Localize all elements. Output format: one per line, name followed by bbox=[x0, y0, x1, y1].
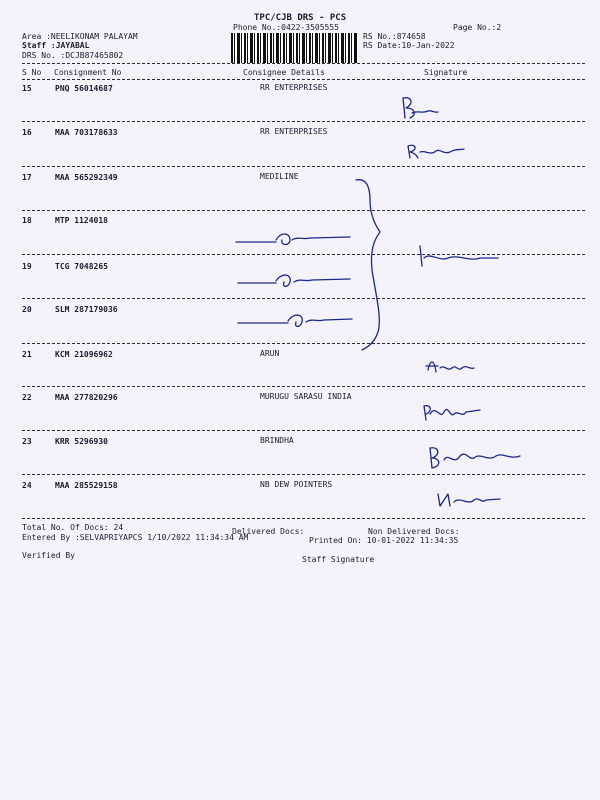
staff-label: Staff :JAYABAL bbox=[22, 41, 90, 50]
row-consignment: MAA 285529158 bbox=[55, 481, 118, 490]
verified-by: Verified By bbox=[22, 551, 75, 560]
row-consignee: MURUGU SARASU INDIA bbox=[260, 392, 352, 401]
row-consignee: RR ENTERPRISES bbox=[260, 83, 328, 92]
row-consignee: RR ENTERPRISES bbox=[260, 127, 328, 136]
row-consignment: PNQ 56014687 bbox=[55, 84, 113, 93]
row-consignment: MAA 277820296 bbox=[55, 393, 118, 402]
row-consignee: NB DEW POINTERS bbox=[260, 480, 333, 489]
row-sno: 17 bbox=[22, 173, 32, 182]
row-consignee: ARUN bbox=[260, 349, 280, 358]
row-consignment: MAA 703178633 bbox=[55, 128, 118, 137]
delivered-docs: Delivered Docs: bbox=[232, 527, 305, 536]
row-consignment: KRR 5296930 bbox=[55, 437, 108, 446]
row-consignee: BRINDHA bbox=[260, 436, 294, 445]
row-sno: 16 bbox=[22, 128, 32, 137]
area-label: Area :NEELIKONAM PALAYAM bbox=[22, 32, 138, 41]
total-docs: Total No. Of Docs: 24 bbox=[22, 523, 124, 532]
row-consignment: MAA 565292349 bbox=[55, 173, 118, 182]
drs-number: DRS No. :DCJB87465802 bbox=[22, 51, 124, 60]
row-sno: 18 bbox=[22, 216, 32, 225]
row-sno: 24 bbox=[22, 481, 32, 490]
staff-signature: Staff Signature bbox=[302, 555, 375, 564]
row-consignee: MEDILINE bbox=[260, 172, 299, 181]
column-header-sno: S No bbox=[22, 68, 42, 77]
page-number: Page No.:2 bbox=[453, 23, 502, 32]
entered-by: Entered By :SELVAPRIYAPCS 1/10/2022 11:34:34 AM bbox=[22, 533, 249, 542]
row-sno: 15 bbox=[22, 84, 32, 93]
row-sno: 19 bbox=[22, 262, 32, 271]
row-sno: 21 bbox=[22, 350, 32, 359]
column-header-consignee: Consignee Details bbox=[243, 68, 325, 77]
printed-on: Printed On: 10-01-2022 11:34:35 bbox=[309, 536, 459, 545]
phone-number: Phone No.:0422-3505555 bbox=[233, 23, 339, 32]
row-sno: 22 bbox=[22, 393, 32, 402]
row-consignment: MTP 1124018 bbox=[55, 216, 108, 225]
row-sno: 23 bbox=[22, 437, 32, 446]
document-title: TPC/CJB DRS - PCS bbox=[254, 13, 347, 23]
rs-number: RS No.:874658 bbox=[363, 32, 426, 41]
row-consignment: TCG 7048265 bbox=[55, 262, 108, 271]
row-consignment: KCM 21096962 bbox=[55, 350, 113, 359]
rs-date: RS Date:10-Jan-2022 bbox=[363, 41, 455, 50]
non-delivered-docs: Non Delivered Docs: bbox=[368, 527, 460, 536]
row-consignment: SLM 287179036 bbox=[55, 305, 118, 314]
row-sno: 20 bbox=[22, 305, 32, 314]
column-header-consignment: Consignment No bbox=[54, 68, 122, 77]
column-header-signature: Signature bbox=[424, 68, 468, 77]
